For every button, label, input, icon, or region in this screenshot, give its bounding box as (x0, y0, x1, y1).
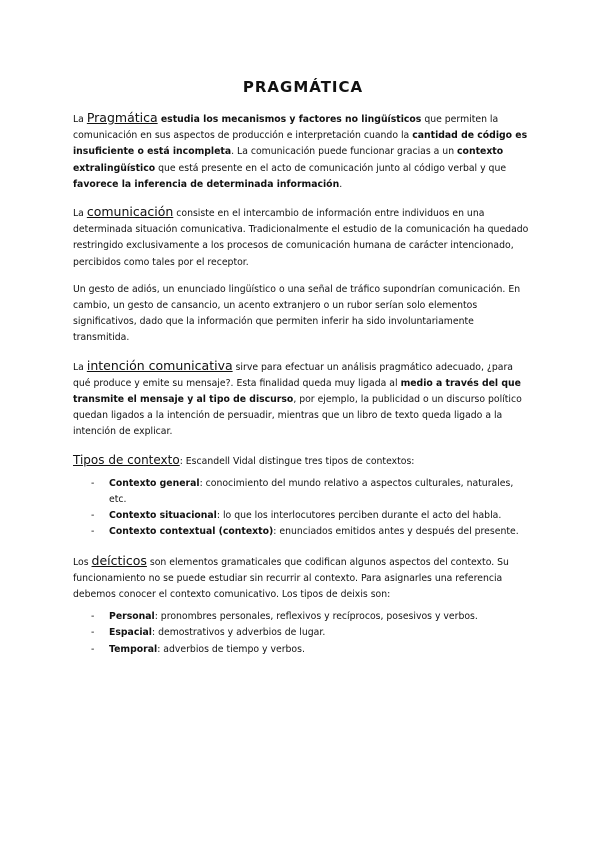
list-item-term: Personal (109, 611, 155, 623)
bullet-dash: - (91, 477, 95, 489)
heading-tipos-de-contexto: Tipos de contexto (73, 452, 180, 467)
page-title: PRAGMÁTICA (242, 78, 364, 96)
bold-span: estudia los mecanismos y factores no lingüísticos (157, 114, 422, 125)
text-span: sirve para efectuar un análisis pragmático adecuado, ¿para qué produce y emite su mensaje?. Esta finalidad queda muy ligada al (73, 361, 513, 389)
term-deicticos: deícticos (91, 552, 147, 568)
list-item-desc: : adverbios de tiempo y verbos. (157, 643, 305, 655)
bold-span: cantidad de código es insuficiente o está incompleta (73, 130, 528, 158)
text-span: que permiten la comunicación en sus aspectos de producción e interpretación cuando la (73, 114, 499, 142)
bullet-dash: - (91, 611, 95, 623)
paragraph-tipos-contexto (73, 452, 533, 470)
bold-span: medio a través del que transmite el mensaje y al tipo de discurso (73, 377, 521, 406)
list-item-term: Temporal (109, 643, 158, 655)
paragraph-gesto: Un gesto de adiós, un enunciado lingüístico o una señal de tráfico supondrían comunicación. En cambio, un gesto de cansancio, un acento extranjero o un rubor serían solo elementos significativos, dado que la información que permiten inferir ha sido involuntariamente transmitida. (73, 283, 521, 344)
document-page (73, 78, 533, 670)
list-item-term: Contexto situacional (109, 510, 217, 522)
text-span: , por ejemplo, la publicidad o un discurso político quedan ligados a la intención de persuadir, mientras que un libro de texto queda ligado a la intención de explicar. (73, 394, 522, 438)
text-span: son elementos gramaticales que codifican algunos aspectos del contexto. Su funcionamiento no se puede estudiar sin recurrir al contexto. Para asignarles una referencia debemos conocer el contexto comunicativo. Los tipos de deixis son: (73, 556, 509, 601)
deixis-list (73, 609, 533, 658)
text-span: La (73, 361, 87, 373)
text-span: La (73, 114, 87, 125)
bullet-dash: - (91, 627, 95, 639)
paragraph-intencion (73, 358, 533, 441)
list-item-desc: : pronombres personales, reflexivos y recíprocos, posesivos y verbos. (154, 611, 478, 623)
context-list (73, 476, 533, 541)
text-span: consiste en el intercambio de información entre individuos en una determinada situación comunicativa. Tradicionalmente el estudio de la comunicación ha quedado restringido exclusivamente a los procesos de comunicación humana de carácter intencionado, percibidos como tales por el receptor. (73, 208, 529, 268)
paragraph-pragmatica (73, 110, 533, 193)
list-item (73, 609, 533, 625)
text-span: La (73, 208, 87, 220)
list-item-desc: : lo que los interlocutores perciben durante el acto del habla. (216, 510, 502, 522)
list-item (73, 476, 533, 508)
term-comunicacion: comunicación (86, 204, 174, 220)
bold-span: contexto extralingüístico (73, 146, 504, 174)
list-item-desc: : conocimiento del mundo relativo a aspectos culturales, naturales, etc. (109, 477, 514, 506)
bullet-dash: - (91, 526, 95, 538)
term-pragmatica: Pragmática (86, 110, 158, 125)
list-item-term: Contexto contextual (contexto) (109, 526, 274, 538)
term-intencion-comunicativa: intención comunicativa (86, 357, 233, 373)
text-span: : Escandell Vidal distingue tres tipos de contextos: (179, 455, 415, 467)
list-item-term: Contexto general (109, 477, 200, 489)
text-span: Los (73, 556, 92, 568)
text-span: que está presente en el acto de comunicación junto al código verbal y que (155, 162, 507, 174)
list-item-desc: : enunciados emitidos antes y después del presente. (273, 526, 519, 538)
list-item-term: Espacial (109, 627, 152, 639)
list-item (73, 642, 533, 658)
list-item (73, 524, 533, 540)
bold-span: favorece la inferencia de determinada información (73, 178, 340, 190)
text-span: . (339, 178, 343, 190)
bullet-dash: - (91, 510, 95, 522)
list-item (73, 625, 533, 641)
paragraph-comunicacion (73, 204, 533, 271)
list-item-desc: : demostrativos y adverbios de lugar. (151, 627, 326, 639)
text-span: . La comunicación puede funcionar gracias a un (231, 146, 458, 158)
bullet-dash: - (91, 643, 95, 655)
list-item (73, 508, 533, 524)
paragraph-deicticos (73, 553, 533, 604)
